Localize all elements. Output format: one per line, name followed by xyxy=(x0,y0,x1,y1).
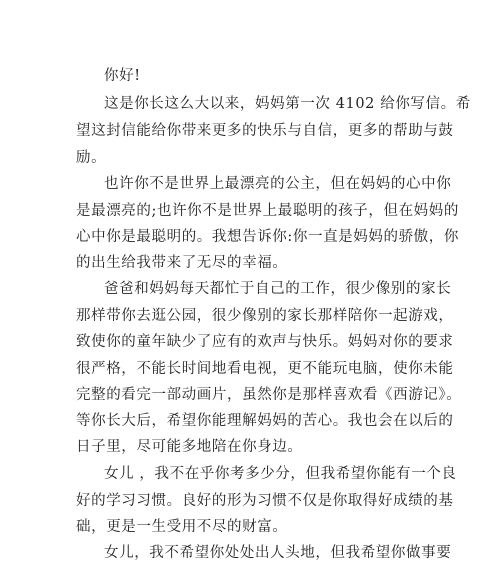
paragraph-line: 是最漂亮的;也许你不是世界上最聪明的孩子，但在妈妈的 xyxy=(76,203,459,219)
paragraph-line: 望这封信能给你带来更多的快乐与自信，更多的帮助与鼓 xyxy=(76,123,454,139)
paragraph-line: 完整的看完一部动画片，虽然你是那样喜欢看《西游记》。 xyxy=(76,387,462,403)
paragraph-line: 那样带你去逛公园，很少像别的家长那样陪你一起游戏， xyxy=(76,308,454,324)
paragraph-line: 的出生给我带来了无尽的幸福。 xyxy=(76,255,288,271)
paragraph-line: 女儿 ，我不在乎你考多少分，但我希望你能有一个良 xyxy=(104,466,457,482)
paragraph-line: 也许你不是世界上最漂亮的公主，但在妈妈的心中你 xyxy=(104,176,452,192)
paragraph-line: 励。 xyxy=(76,150,107,166)
paragraph-line: 础，更是一生受用不尽的财富。 xyxy=(76,519,288,535)
paragraph-line: 等你长大后，希望你能理解妈妈的苦心。我也会在以后的 xyxy=(76,413,454,429)
paragraph-line: 日子里，尽可能多地陪在你身边。 xyxy=(76,439,303,455)
paragraph-line: 心中你是最聪明的。我想告诉你:你一直是妈妈的骄傲，你 xyxy=(76,229,459,245)
paragraph-line: 爸爸和妈妈每天都忙于自己的工作，很少像别的家长 xyxy=(104,281,452,297)
paragraph-line: 好的学习习惯。良好的形为习惯不仅是你取得好成绩的基 xyxy=(76,493,454,509)
letter-greeting: 你好! xyxy=(104,68,141,84)
paragraph-line: 这是你长这么大以来，妈妈第一次 4102 给你写信。希 xyxy=(104,96,471,112)
paragraph-line: 致使你的童年缺少了应有的欢声与快乐。妈妈对你的要求 xyxy=(76,334,454,350)
paragraph-line: 很严格，不能长时间地看电视，更不能玩电脑，使你未能 xyxy=(76,361,454,377)
paragraph-line: 女儿，我不希望你处处出人头地，但我希望你做事要 xyxy=(104,545,452,561)
